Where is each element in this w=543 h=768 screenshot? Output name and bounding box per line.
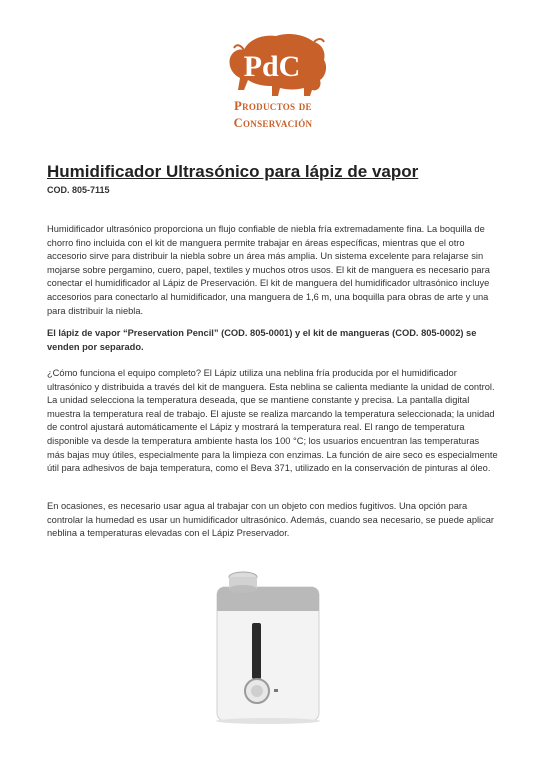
brand-line-2: Conservación [233, 116, 313, 130]
brand-name [200, 98, 346, 132]
how-it-works-paragraph: ¿Cómo funciona el equipo completo? El Lápiz utiliza una neblina fría producida por el humidificador ultrasónico y distribuida a través del kit de manguera. Esta neblina se calienta mediante la unidad de control. La unidad selecciona la temperatura deseada, que se mantiene constante y precisa. La pantalla digital muestra la temperatura real de trabajo. El ajuste se realiza marcando la temperatura seleccionada; la unidad de control ajustará automáticamente el Lápiz y mostrará la temperatura real. El rango de temperatura disponible va desde la temperatura ambiente hasta los 100 °C; los usuarios encuentran las temperaturas más bajas muy útiles, especialmente para la limpieza con enzimas. La función de aire seco es especialmente útil para adhesivos de baja temperatura, como el Beva 371, utilizado en la conservación de pinturas al óleo. [47, 368, 498, 474]
humidifier-image [205, 563, 331, 725]
svg-text:PdC: PdC [243, 50, 301, 83]
sold-separately-note: El lápiz de vapor “Preservation Pencil” (COD. 805-0001) y el kit de mangueras (COD. 805-0002) se venden por separado. [47, 328, 477, 352]
description-paragraph: Humidificador ultrasónico proporciona un flujo confiable de niebla fría extremadamente fina. La boquilla de chorro fino incluida con el kit de manguera permite trabajar en áreas específicas, mientras que el otro accesorio sirve para distribuir la niebla sobre un área más amplia. Un sistema excelente para relajarse sin mojarse sobre pergamino, cuero, papel, textiles y muchos otros usos. El kit de manguera es necesario para conectar el humidificador al Lápiz de Preservación. El kit de manguera del humidificador ultrasónico incluye accesorios para conectarlo al humidificador, una manguera de 1,6 m, una boquilla para obras de arte y una para distribuir la niebla. [47, 224, 490, 316]
product-code: COD. 805-7115 [47, 185, 110, 195]
brand-line-1: Productos de [234, 99, 312, 113]
page-title: Humidificador Ultrasónico para lápiz de vapor [47, 162, 419, 181]
humidity-control-paragraph: En ocasiones, es necesario usar agua al trabajar con un objeto con medios fugitivos. Una opción para controlar la humedad es usar un humidificador ultrasónico. Además, cuando sea necesario, se puede aplicar neblina a temperaturas elevadas con el Lápiz Preservador. [47, 501, 495, 539]
logo-initials [214, 32, 330, 98]
